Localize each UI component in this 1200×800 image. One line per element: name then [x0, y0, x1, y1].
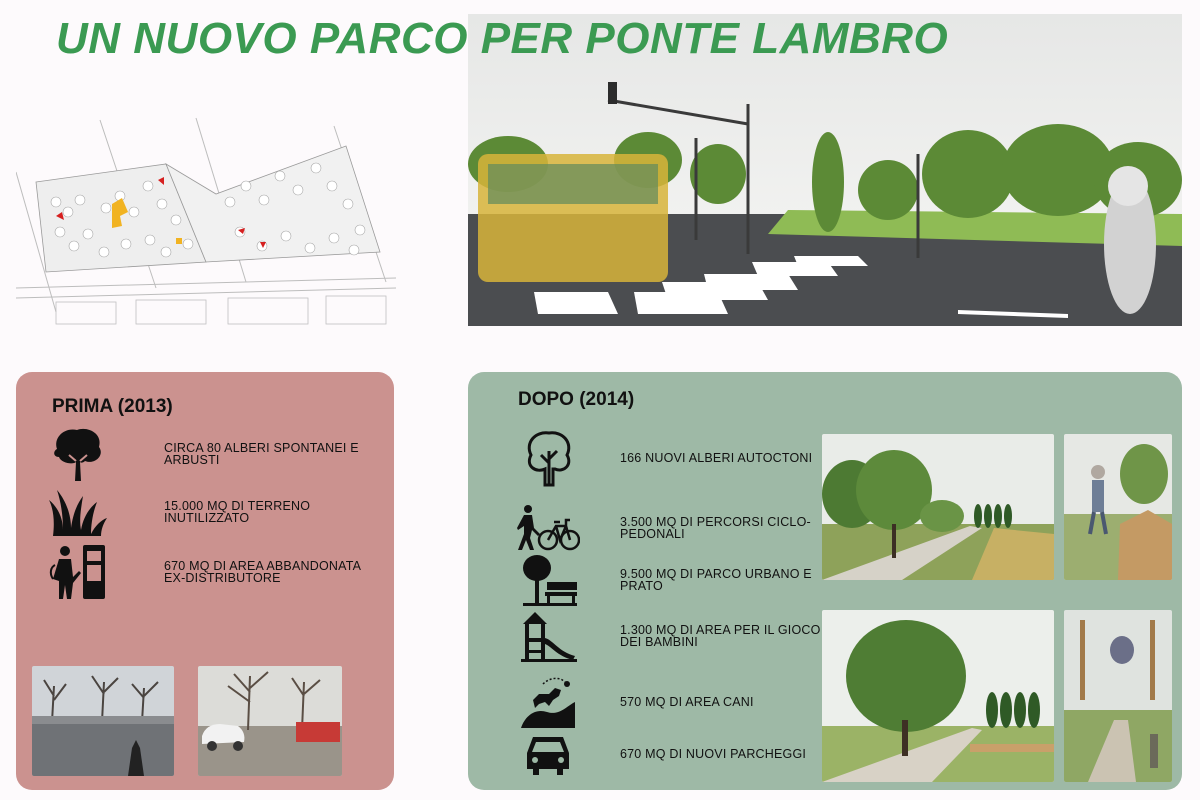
after-photo-playground	[1064, 434, 1172, 580]
after-photo-park-tree	[822, 610, 1054, 782]
after-photo-swing	[1064, 610, 1172, 782]
dog-park-icon	[516, 674, 580, 730]
after-photo-park-path	[822, 434, 1054, 580]
tree-icon	[46, 426, 110, 482]
after-item-dog-area	[516, 674, 830, 730]
before-item-fuel-label: 670 MQ DI AREA ABBANDONATA EX-DISTRIBUTORE	[164, 558, 361, 585]
after-item-park-label: 9.500 MQ DI PARCO URBANO E PRATO	[620, 566, 812, 593]
after-item-parking-label: 670 MQ DI NUOVI PARCHEGGI	[620, 746, 807, 761]
grass-icon	[46, 484, 110, 540]
before-item-trees-label: CIRCA 80 ALBERI SPONTANEI E ARBUSTI	[164, 440, 359, 467]
before-item-land-label: 15.000 MQ DI TERRENO INUTILIZZATO	[164, 498, 311, 525]
poster-title: UN NUOVO PARCO PER PONTE LAMBRO	[56, 14, 949, 63]
after-heading: DOPO (2014)	[518, 389, 635, 410]
after-panel	[468, 372, 1182, 790]
before-photo-abandoned-area	[198, 666, 342, 776]
after-item-paths-label: 3.500 MQ DI PERCORSI CICLO-PEDONALI	[620, 514, 811, 541]
tree-bench-icon	[516, 552, 580, 608]
car-icon	[516, 726, 580, 782]
site-plan-drawing	[16, 112, 396, 328]
after-item-playground	[516, 608, 830, 664]
before-photo-street	[32, 666, 174, 776]
before-heading: PRIMA (2013)	[52, 396, 173, 417]
before-item-land	[46, 484, 384, 540]
after-item-park	[516, 552, 830, 608]
tree-outline-icon	[516, 430, 580, 486]
pedestrian-bicycle-icon	[516, 500, 580, 556]
before-panel	[16, 372, 394, 790]
playground-slide-icon	[516, 608, 580, 664]
after-item-parking	[516, 726, 830, 782]
after-item-dog-area-label: 570 MQ DI AREA CANI	[620, 694, 754, 709]
fuel-pump-icon	[46, 544, 110, 600]
after-item-trees	[516, 430, 830, 486]
after-item-paths	[516, 500, 830, 556]
before-item-fuel	[46, 544, 384, 600]
before-item-trees	[46, 426, 384, 482]
after-item-trees-label: 166 NUOVI ALBERI AUTOCTONI	[620, 450, 813, 465]
after-item-playground-label: 1.300 MQ DI AREA PER IL GIOCO DEI BAMBINI	[620, 622, 821, 649]
